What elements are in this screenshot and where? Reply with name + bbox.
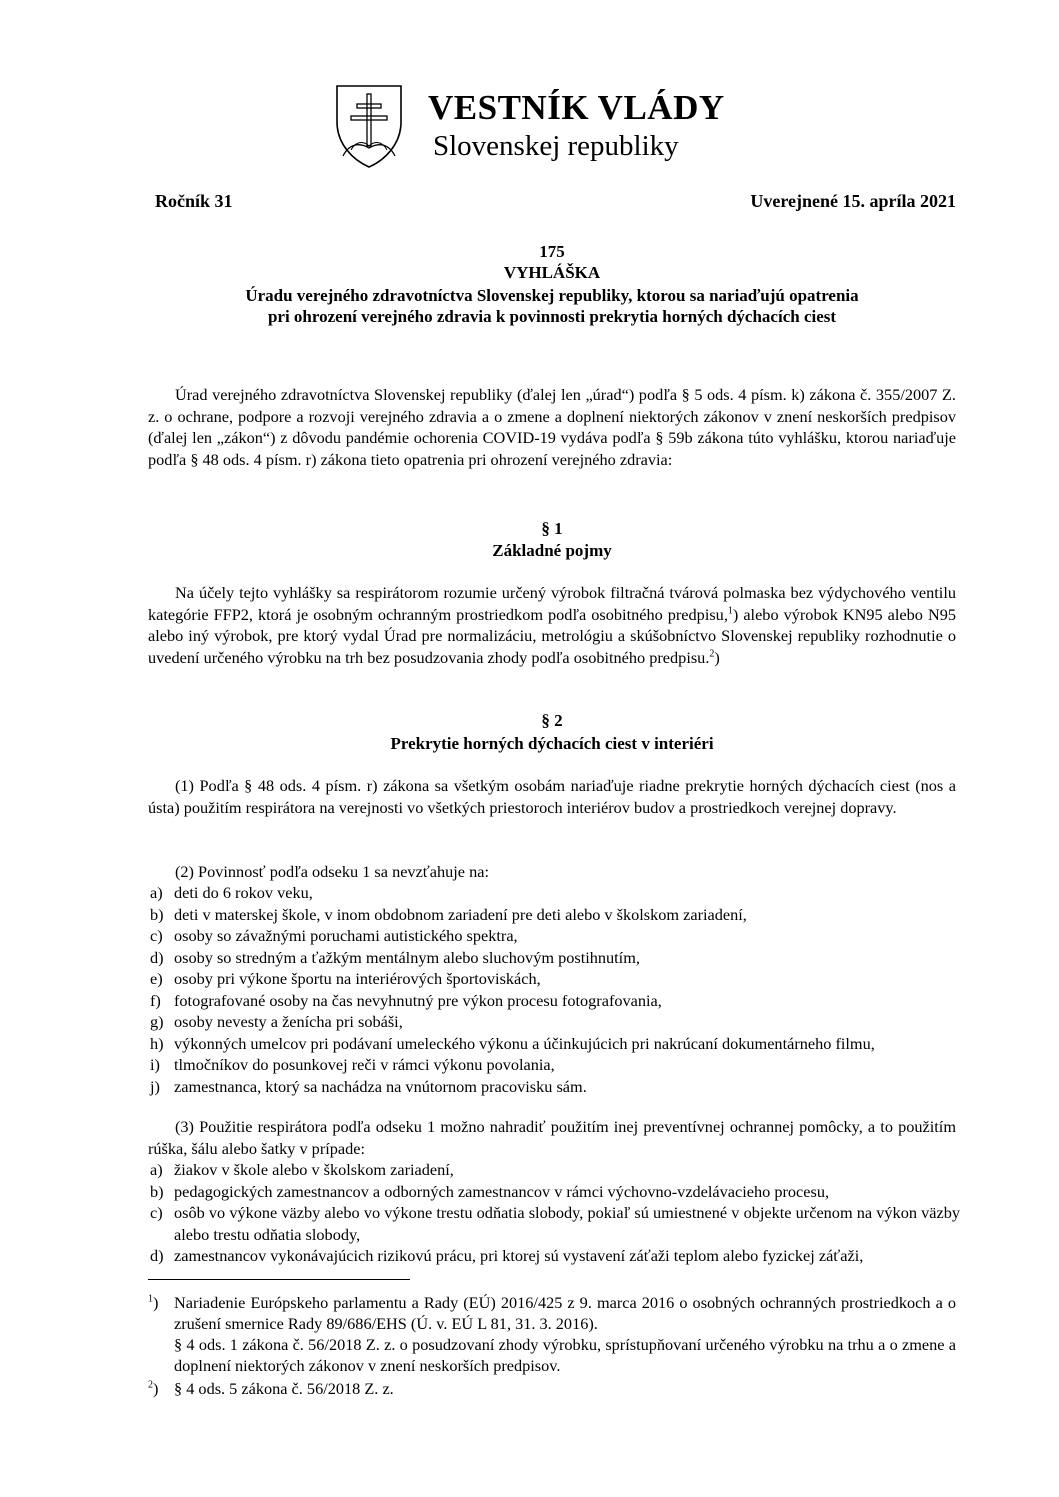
publication-date: Uverejnené 15. apríla 2021 [750,191,956,211]
masthead-title: VESTNÍK VLÁDY [428,88,725,127]
footnote-1-text: Nariadenie Európskeho parlamentu a Rady (EÚ) 2016/425 z 9. marca 2016 o osobných ochranných prostriedkoch a o zrušení smernice Rady 89/686/EHS (Ú. v. EÚ L 81, 31. 3. 2016). [174,1293,956,1333]
list-item: h) výkonných umelcov pri podávaní umeleckého výkonu a účinkujúcich pri nakrúcaní dokumentárneho filmu, [150,1033,875,1053]
issue-info [155,191,956,213]
footnote-ref-2[interactable]: 2 [709,648,715,660]
list-item: c) osôb vo výkone väzby alebo vo výkone trestu odňatia slobody, pokiaľ sú umiestnené v objekte určenom na výkon väzby alebo trestu odňatia slobody, [150,1203,960,1244]
exemptions-list [148,882,960,1097]
section1-text-b: ) alebo výrobok KN95 alebo N95 alebo iný výrobok, pre ktorý vydal Úrad pre normalizáciu, metrológiu a skúšobníctvo Slovenskej republiky rozhodnutie o uvedení určeného výrobku na trh bez posudzovania zhody podľa osobitného predpisu. [148,604,956,667]
document-title-line1: Úradu verejného zdravotníctva Slovenskej republiky, ktorou sa nariaďujú opatrenia [245,286,859,305]
section2-paragraph2: (2) Povinnosť podľa odseku 1 sa nevzťahuje na: [175,862,489,881]
section1-text-c: ) [714,647,720,667]
list-item: a) žiakov v škole alebo v školskom zariadení, [150,1160,454,1179]
section2-paragraph3: (3) Použitie respirátora podľa odseku 1 možno nahradiť použitím inej preventívnej ochrannej pomôcky, a to použitím rúška, šálu alebo šatky v prípade: [148,1117,956,1158]
footnote-2-text: § 4 ods. 5 zákona č. 56/2018 Z. z. [174,1379,394,1398]
section2-heading: Prekrytie horných dýchacích ciest v interiéri [390,734,714,753]
masthead [333,82,753,174]
list-item: f) fotografované osoby na čas nevyhnutný pre výkon procesu fotografovania, [150,990,662,1010]
footnote-2-mark: $^2$) [148,1379,159,1398]
preamble: Úrad verejného zdravotníctva Slovenskej republiky (ďalej len „úrad“) podľa § 5 ods. 4 písm. k) zákona č. 355/2007 Z. z. o ochrane, podpore a rozvoji verejného zdravia a o zmene a doplnení niektorých zákonov v znení neskorších predpisov (ďalej len „zákon“) z dôvodu pandémie ochorenia COVID-19 vydáva podľa § 59b zákona túto vyhlášku, ktorou nariaďuje podľa § 48 ods. 4 písm. r) zákona tieto opatrenia pri ohrození verejného zdravia: [148,385,956,469]
section2-paragraph1: (1) Podľa § 48 ods. 4 písm. r) zákona sa všetkým osobám nariaďuje riadne prekrytie horných dýchacích ciest (nos a ústa) použitím respirátora na verejnosti vo všetkých priestoroch interiérov budov a prostriedkoch verejnej dopravy. [148,776,956,817]
section1-number: § 1 [541,519,563,538]
list-item: c) osoby so závažnými poruchami autistického spektra, [150,926,518,945]
footnote-1 [148,1292,956,1376]
footnote-separator [148,1279,410,1280]
list-item: a) deti do 6 rokov veku, [150,883,313,902]
document-title-line2: pri ohrození verejného zdravia k povinnosti prekrytia horných dýchacích ciest [267,307,837,326]
list-item: b) pedagogických zamestnancov a odborných zamestnancov v rámci výchovno-vzdelávacieho procesu, [150,1181,830,1201]
list-item: g) osoby nevesty a ženícha pri sobáši, [150,1012,403,1031]
masthead-subtitle: Slovenskej republiky [433,130,679,162]
section2-number: § 2 [541,711,563,730]
section1-heading: Základné pojmy [492,541,612,560]
footnote-1-mark: $^1$) [148,1293,159,1312]
list-item: d) zamestnancov vykonávajúcich rizikovú prácu, pri ktorej sú vystavení záťaži teplom alebo fyzickej záťaži, [150,1246,864,1265]
list-item: b) deti v materskej škole, v inom obdobnom zariadení pre deti alebo v školskom zariadení, [150,904,747,924]
section1-text-a: Na účely tejto vyhlášky sa respirátorom rozumie určený výrobok filtračná tvárová polmaska bez výdychového ventilu kategórie FFP2, ktorá je osobným ochranným prostriedkom podľa osobitného predpisu, [148,583,956,624]
document-type: VYHLÁŠKA [503,263,601,282]
footnote-2 [148,1378,956,1399]
document-number: 175 [539,242,565,261]
volume-label: Ročník 31 [155,191,233,211]
footnote-1-text2: § 4 ods. 1 zákona č. 56/2018 Z. z. o posudzovaní zhody výrobku, sprístupňovaní určeného výrobku na trhu a o zmene a doplnení niektorých zákonov v znení neskorších predpisov. [174,1335,956,1375]
list-item: d) osoby so stredným a ťažkým mentálnym alebo sluchovým postihnutím, [150,947,640,967]
section1-text [148,582,956,668]
list-item: e) osoby pri výkone športu na interiérových športoviskách, [150,969,541,988]
substitution-list [148,1159,960,1267]
slovak-coat-of-arms-icon [333,82,405,170]
footnote-ref-1[interactable]: 1 [727,605,733,617]
list-item: j) zamestnanca, ktorý sa nachádza na vnútornom pracovisku sám. [150,1076,587,1096]
list-item: i) tlmočníkov do posunkovej reči v rámci výkonu povolania, [150,1055,555,1074]
